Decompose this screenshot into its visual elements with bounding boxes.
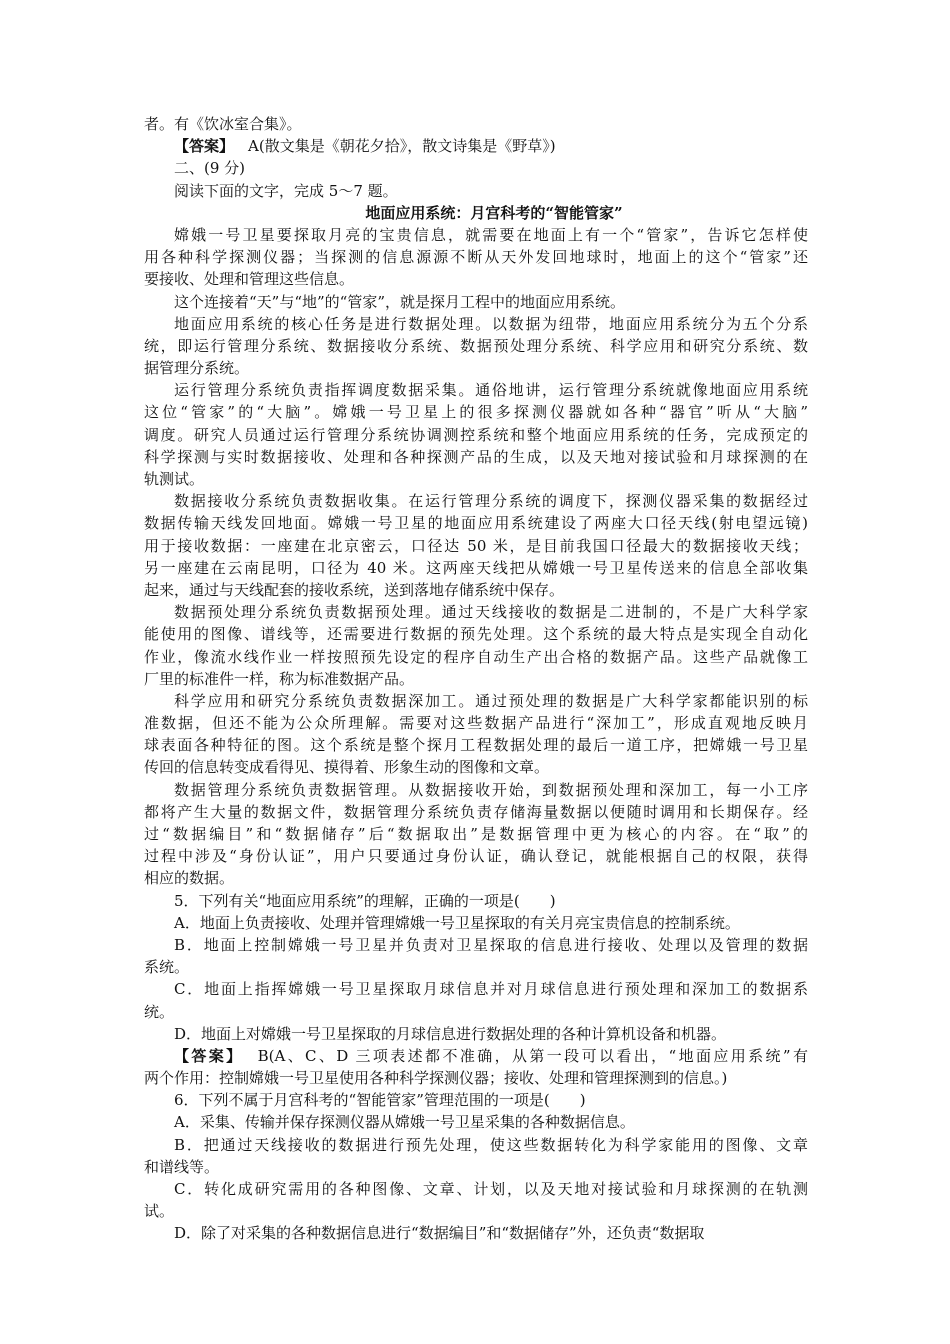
text-line: B．地面上控制嫦娥一号卫星并负责对卫星探取的信息进行接收、处理以及管理的数据 — [174, 935, 808, 954]
instruction-line: 阅读下面的文字，完成 5～7 题。 — [174, 181, 398, 200]
text-line: 统。 — [144, 1002, 175, 1021]
paragraph — [144, 779, 808, 890]
option-d — [144, 1222, 808, 1244]
text-line: 能使用的图像、谱线等，还需要进行数据的预先处理。这个系统的最大特点是实现全自动化 — [144, 625, 808, 644]
text-line: C．转化成研究需用的各种图像、文章、计划，以及天地对接试验和月球探测的在轨测 — [174, 1180, 808, 1198]
paragraph — [144, 490, 808, 601]
text-line: 过“数据编目”和“数据储存”后“数据取出”是数据管理中更为核心的内容。在“取”的 — [144, 825, 808, 843]
question-stem: 6．下列不属于月宫科考的“智能管家”管理范围的一项是( ) — [174, 1091, 586, 1110]
text-line: D．除了对采集的各种数据信息进行“数据编目”和“数据储存”外，还负责“数据取 — [174, 1224, 705, 1243]
text-line: 过程中涉及“身份认证”，用户只要通过身份认证，确认登记，就能根据自己的权限，获得 — [144, 847, 808, 866]
text-line: 数据接收分系统负责数据收集。在运行管理分系统的调度下，探测仪器采集的数据经过 — [174, 492, 808, 511]
text-line: 这位“管家”的“大脑”。嫦娥一号卫星上的很多探测仪器就如各种“器官”听从“大脑” — [144, 403, 808, 422]
text-line: 起来，通过与天线配套的接收系统，送到落地存储系统中保存。 — [144, 580, 565, 599]
text-line: A．地面上负责接收、处理并管理嫦娥一号卫星探取的有关月亮宝贵信息的控制系统。 — [174, 913, 740, 932]
answer-label: 【答案】 — [174, 137, 235, 156]
text-line: 传回的信息转变成看得见、摸得着、形象生动的图像和文章。 — [144, 758, 550, 777]
text-line: 嫦娥一号卫星要探取月亮的宝贵信息，就需要在地面上有一个“管家”，告诉它怎样使 — [174, 225, 808, 244]
text-line: 调度。研究人员通过运行管理分系统协调测控系统和整个地面应用系统的任务，完成预定的 — [144, 425, 808, 444]
option-a — [144, 1111, 808, 1133]
answer-line — [144, 135, 808, 157]
text-line: 地面应用系统的核心任务是进行数据处理。以数据为纽带，地面应用系统分为五个分系 — [174, 314, 808, 333]
text-line: 数据管理分系统负责数据管理。从数据接收开始，到数据预处理和深加工，每一小工序 — [174, 780, 808, 799]
text-column — [144, 113, 808, 1245]
text-line: 和谱线等。 — [144, 1157, 220, 1176]
text-line: 另一座建在云南昆明，口径为 40 米。这两座天线把从嫦娥一号卫星传送来的信息全部收集 — [144, 558, 808, 577]
answer-text: B(A、C、D 三项表述都不准确，从第一段可以看出，“地面应用系统”有 — [257, 1046, 808, 1065]
paragraph — [144, 690, 808, 779]
text-line: 要接收、处理和管理这些信息。 — [144, 270, 355, 289]
text-line: B．把通过天线接收的数据进行预先处理，使这些数据转化为科学家能用的图像、文章 — [174, 1135, 808, 1154]
option-c — [144, 978, 808, 1022]
option-b — [144, 1134, 808, 1178]
question-stem: 5．下列有关“地面应用系统”的理解，正确的一项是( ) — [174, 891, 556, 910]
paragraph — [144, 224, 808, 291]
article-title: 地面应用系统：月宫科考的“智能管家” — [365, 203, 623, 222]
section-heading: 二、(9 分) — [174, 159, 246, 178]
option-a — [144, 912, 808, 934]
option-b — [144, 934, 808, 978]
text-line: 作业，像流水线作业一样按照预先设定的程序自动生产出合格的数据产品。这些产品就像工 — [144, 647, 808, 666]
text-line: 用各种科学探测仪器；当探测的信息源源不断从天外发回地球时，地面上的这个“管家”还 — [144, 248, 808, 267]
text-line: 用于接收数据：一座建在北京密云，口径达 50 米，是目前我国口径最大的数据接收天线； — [144, 536, 808, 555]
text-line: 都将产生大量的数据文件，数据管理分系统负责存储海量数据以便随时调用和长期保存。经 — [144, 802, 808, 821]
text-line: 科学应用和研究分系统负责数据深加工。通过预处理的数据是广大科学家都能识别的标 — [174, 691, 808, 710]
text-line: 据管理分系统。 — [144, 359, 250, 378]
text-line: 准数据，但还不能为公众所理解。需要对这些数据产品进行“深加工”，形成直观地反映月 — [144, 714, 808, 733]
text-line: 系统。 — [144, 958, 190, 977]
answer-continuation: 两个作用：控制嫦娥一号卫星使用各种科学探测仪器；接收、处理和管理探测到的信息。) — [144, 1069, 728, 1088]
text-line: 运行管理分系统负责指挥调度数据采集。通俗地讲，运行管理分系统就像地面应用系统 — [174, 381, 808, 400]
text-line: 这个连接着“天”与“地”的“管家”，就是探月工程中的地面应用系统。 — [174, 292, 626, 311]
text-line: 试。 — [144, 1202, 175, 1221]
answer-line — [144, 1045, 808, 1067]
paragraph — [144, 291, 808, 313]
text-line: C．地面上指挥嫦娥一号卫星探取月球信息并对月球信息进行预处理和深加工的数据系 — [174, 980, 808, 999]
text-line: 数据传输天线发回地面。嫦娥一号卫星的地面应用系统建设了两座大口径天线(射电望远镜) — [144, 514, 808, 533]
option-d — [144, 1023, 808, 1045]
text-line: 统，即运行管理分系统、数据接收分系统、数据预处理分系统、科学应用和研究分系统、数 — [144, 336, 808, 355]
text-line: 者。有《饮冰室合集》。 — [144, 115, 302, 133]
text-line: 厂里的标准件一样，称为标准数据产品。 — [144, 669, 415, 688]
text-line: A．采集、传输并保存探测仪器从嫦娥一号卫星采集的各种数据信息。 — [174, 1113, 635, 1132]
paragraph — [144, 313, 808, 380]
text-line: 数据预处理分系统负责数据预处理。通过天线接收的数据是二进制的，不是广大科学家 — [174, 603, 808, 622]
text-line: 轨测试。 — [144, 470, 205, 488]
text-line: D．地面上对嫦娥一号卫星探取的月球信息进行数据处理的各种计算机设备和机器。 — [174, 1024, 727, 1043]
answer-label: 【答案】 — [174, 1046, 244, 1065]
answer-text: A(散文集是《朝花夕拾》，散文诗集是《野草》) — [248, 137, 556, 156]
text-line: 科学探测与实时数据接收、处理和各种探测产品的生成，以及天地对接试验和月球探测的在 — [144, 447, 808, 466]
text-line: 球表面各种特征的图。这个系统是整个探月工程数据处理的最后一道工序，把嫦娥一号卫星 — [144, 736, 808, 755]
paragraph — [144, 379, 808, 490]
paragraph — [144, 601, 808, 690]
text-line: 相应的数据。 — [144, 869, 235, 888]
option-c — [144, 1178, 808, 1222]
